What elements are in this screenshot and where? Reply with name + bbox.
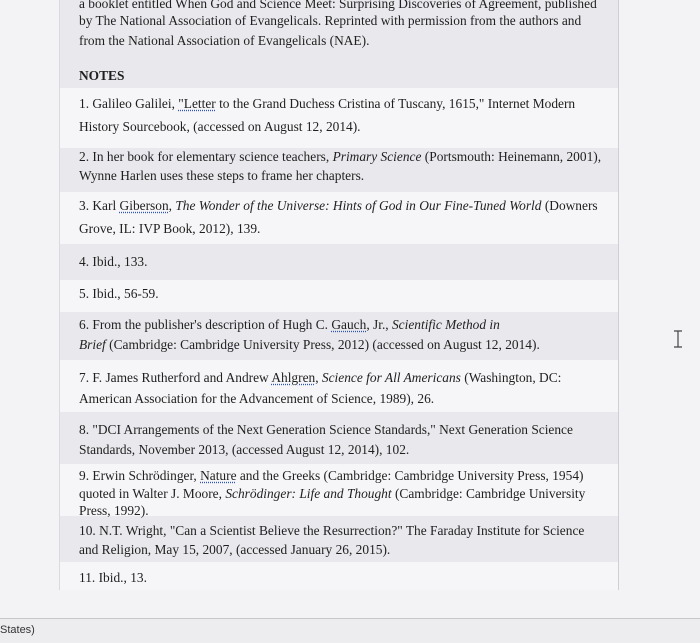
note-6-line-2: Brief (Cambridge: Cambridge University Press, 2012) (accessed on August 12, 2014). [79,337,540,352]
note-4: 4. Ibid., 133. [79,254,148,269]
note-5: 5. Ibid., 56-59. [79,286,159,301]
note-9-line-3: Press, 1992). [79,503,149,518]
note-11: 11. Ibid., 13. [79,570,147,585]
note-7-link[interactable]: Ahlgren [271,370,316,385]
note-1-link[interactable]: "Letter [178,96,216,111]
note-1-line-2: History Sourcebook, (accessed on August 12, 2014). [79,119,361,134]
note-2-line-2: Wynne Harlen uses these steps to frame her chapters. [79,168,365,183]
note-3-link[interactable]: Giberson [119,198,169,213]
note-3-line-1: 3. Karl Giberson, The Wonder of the Universe: Hints of God in Our Fine-Tuned World (Downers [79,198,598,213]
note-7-line-2: American Association for the Advancement of Science, 1989), 26. [79,391,435,406]
note-6-line-1: 6. From the publisher's description of Hugh C. Gauch, Jr., Scientific Method in [79,317,500,332]
note-6-link[interactable]: Gauch [331,317,367,332]
note-3-line-2: Grove, IL: IVP Book, 2012), 139. [79,221,261,236]
notes-heading: NOTES [79,68,125,83]
note-9-line-2: quoted in Walter J. Moore, Schrödinger: Life and Thought (Cambridge: Cambridge University [79,486,586,501]
note-1-line-1: 1. Galileo Galilei, "Letter to the Grand Duchess Cristina of Tuscany, 1615," Internet Modern [79,96,576,111]
intro-line-1: a booklet entitled When God and Science Meet: Surprising Discoveries of Agreement, published [79,0,597,11]
note-2-line-1: 2. In her book for elementary science teachers, Primary Science (Portsmouth: Heinemann, 2001), [79,149,602,164]
note-10-line-1: 10. N.T. Wright, "Can a Scientist Believe the Resurrection?" The Faraday Institute for Science [79,523,585,538]
status-bar [0,618,700,643]
status-bar-label[interactable]: States) [0,624,35,636]
note-10-line-2: and Religion, May 15, 2007, (accessed January 26, 2015). [79,542,391,557]
intro-line-3: from the National Association of Evangelicals (NAE). [79,33,370,48]
text-cursor-icon [673,330,683,348]
note-9-link[interactable]: Nature [200,468,237,483]
intro-line-2: by The National Association of Evangelicals. Reprinted with permission from the authors and [79,13,582,28]
page-edge [618,0,619,590]
note-8-line-2: Standards, November 2013, (accessed August 12, 2014), 102. [79,442,410,457]
note-9-line-1: 9. Erwin Schrödinger, Nature and the Greeks (Cambridge: Cambridge University Press, 1954) [79,468,584,483]
note-7-line-1: 7. F. James Rutherford and Andrew Ahlgren, Science for All Americans (Washington, DC: [79,370,562,385]
note-8-line-1: 8. "DCI Arrangements of the Next Generation Science Standards," Next Generation Science [79,422,573,437]
